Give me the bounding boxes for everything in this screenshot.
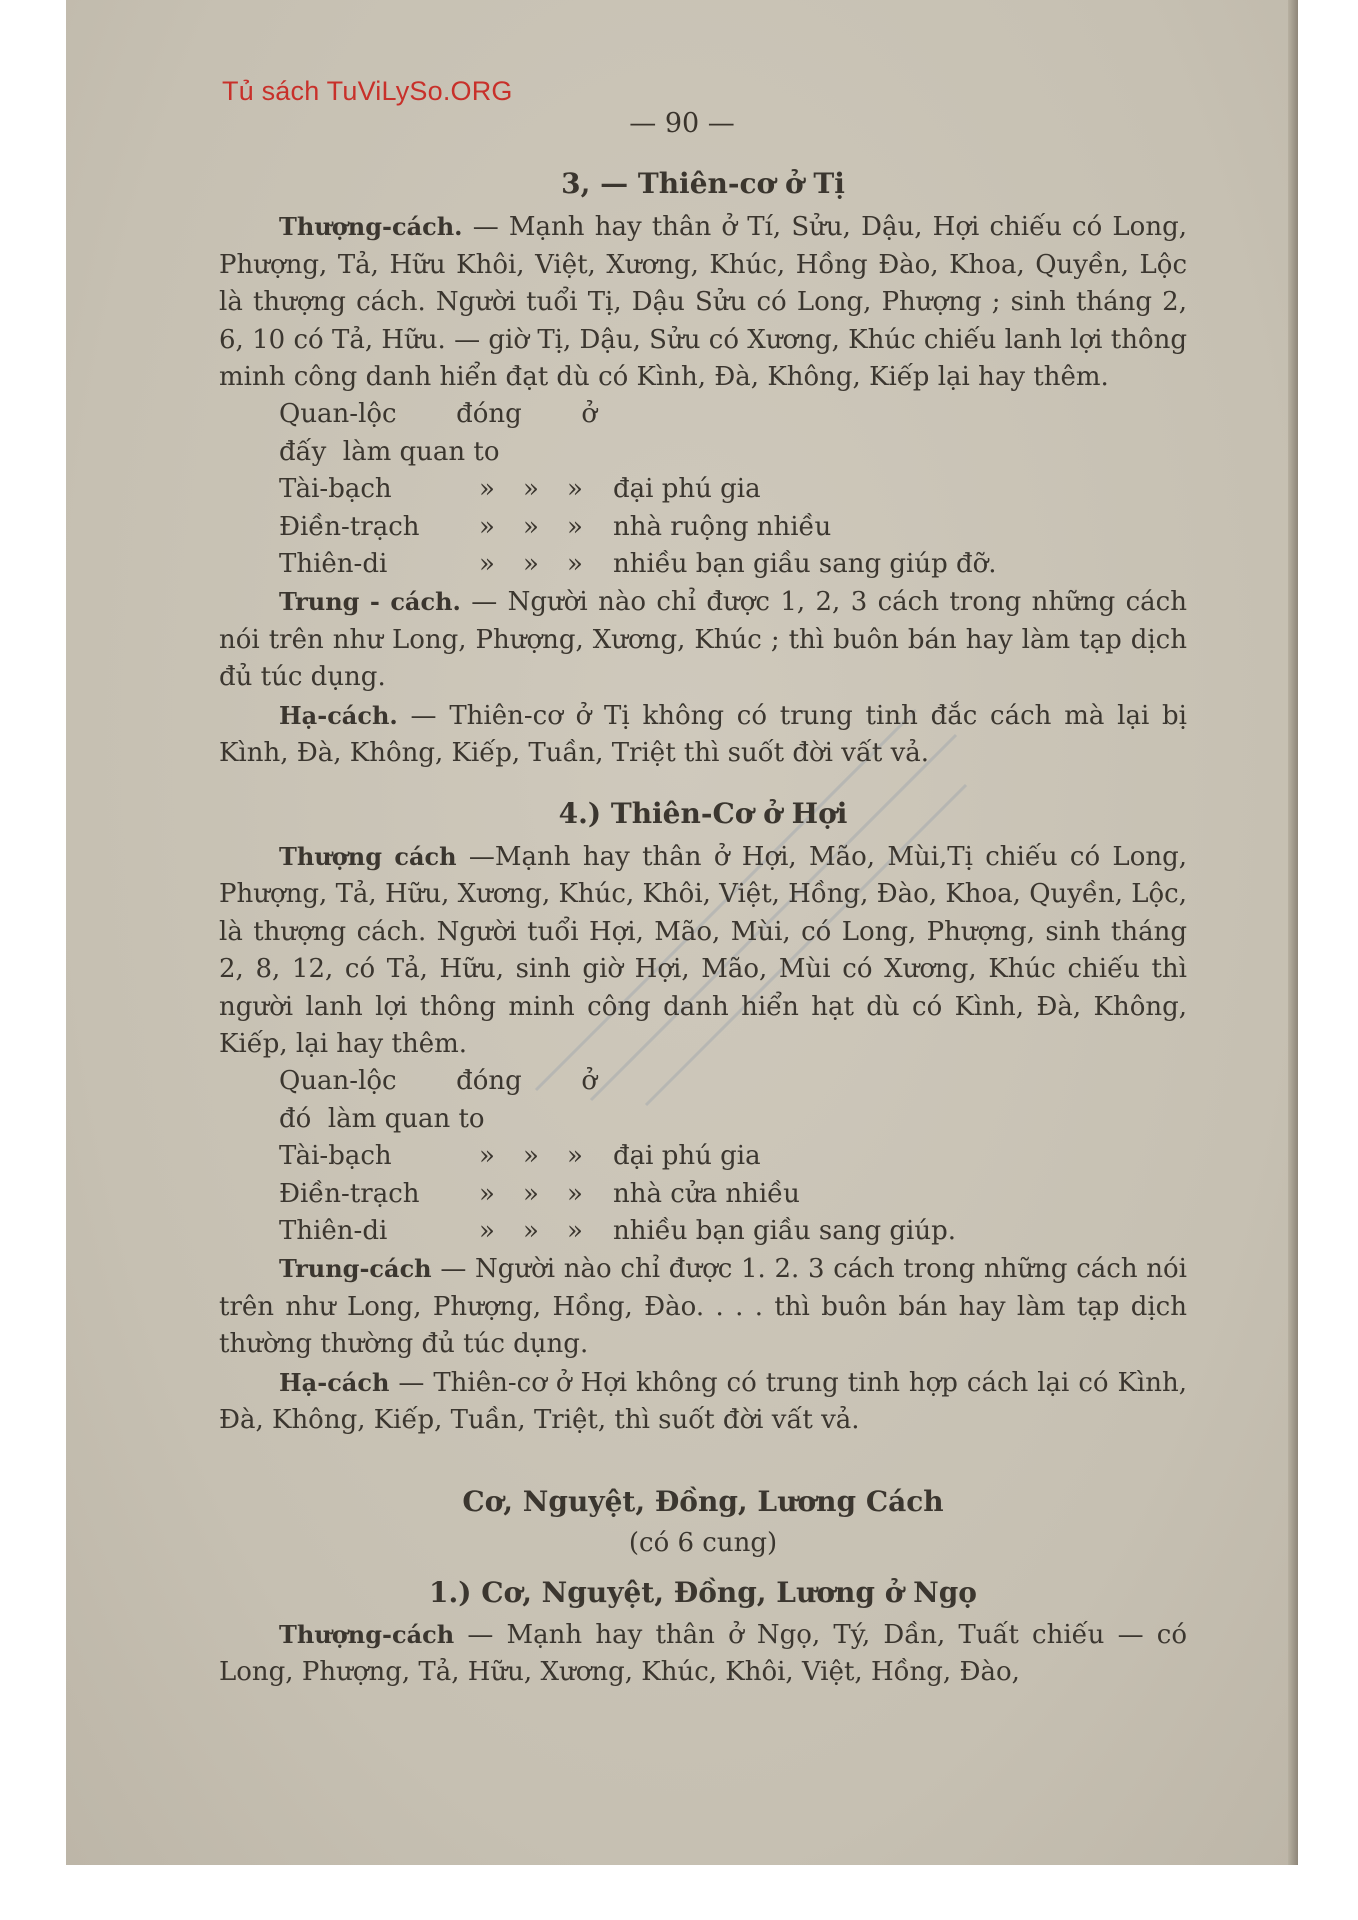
watermark-text: Tủ sách TuViLySo.ORG	[222, 76, 513, 106]
section-heading: 1.) Cơ, Nguyệt, Đồng, Lương ở Ngọ	[429, 1576, 977, 1610]
row-value: nhiều bạn giầu sang giúp.	[613, 1215, 956, 1246]
ditto-mark: »	[567, 511, 583, 542]
paragraph-text: — Mạnh hay thân ở Tí, Sửu, Dậu, Hợi chiếu có Long, Phượng, Tả, Hữu Khôi, Việt, Xương, Khúc, Hồng Đào, Khoa, Quyền, Lộc là thượng cách. Người tuổi Tị, Dậu Sửu có Long, Phượng ; sinh tháng 2, 6, 10 có Tả, Hữu. — giờ Tị, Dậu, Sửu có Xương, Khúc chiếu lanh lợi thông minh công danh hiển đạt dù có Kình, Đà, Không, Kiếp lại hay thêm.	[219, 212, 1187, 393]
row-value: đại phú gia	[613, 1141, 761, 1172]
paragraph-lead: Trung-cách	[279, 1254, 432, 1284]
ditto-mark: »	[567, 1215, 583, 1246]
paragraph-text: — Người nào chỉ được 1, 2, 3 cách trong những cách nói trên như Long, Phượng, Xương, Khúc ; thì buôn bán hay làm tạp dịch đủ túc dụng.	[219, 587, 1187, 693]
row-label: Điền-trạch	[279, 511, 420, 542]
ditto-mark: »	[523, 549, 539, 580]
paragraph-lead: Hạ-cách	[279, 1367, 390, 1397]
table-row	[279, 1138, 956, 1175]
ditto-mark: »	[567, 549, 583, 580]
section-heading: 4.) Thiên-Cơ ở Hợi	[558, 796, 848, 830]
table-row	[279, 396, 997, 471]
table-row	[279, 509, 997, 546]
paragraph-thuong-cach	[219, 838, 1187, 1063]
body-text	[219, 165, 1187, 1691]
paragraph-trung-cach	[219, 1250, 1187, 1363]
paragraph-text: — Thiên-cơ ở Hợi không có trung tinh hợp cách lại có Kình, Đà, Không, Kiếp, Tuần, Triệt, thì suốt đời vất vả.	[219, 1367, 1187, 1435]
ditto-mark: »	[479, 1215, 495, 1246]
ditto-mark: »	[479, 474, 495, 505]
ditto-mark: »	[523, 474, 539, 505]
ditto-mark: »	[523, 1141, 539, 1172]
paragraph-text: — Người nào chỉ được 1. 2. 3 cách trong những cách nói trên như Long, Phượng, Hồng, Đào. . . . thì buôn bán hay làm tạp dịch thường thường đủ túc dụng.	[219, 1254, 1187, 1360]
chapter-subheading: (có 6 cung)	[628, 1527, 778, 1558]
paragraph-text: — Thiên-cơ ở Tị không có trung tinh đắc cách mà lại bị Kình, Đà, Không, Kiếp, Tuần, Triệt thì suốt đời vất vả.	[219, 700, 1187, 769]
ditto-mark: »	[523, 511, 539, 542]
ditto-mark: »	[523, 1178, 539, 1209]
row-label: Thiên-di	[279, 1215, 388, 1246]
ditto-mark: »	[567, 474, 583, 505]
ditto-mark: »	[479, 511, 495, 542]
paragraph-thuong-cach	[219, 1616, 1187, 1692]
paragraph-trung-cach	[219, 583, 1187, 696]
paragraph-ha-cach	[219, 1364, 1187, 1440]
paragraph-lead: Thượng cách	[279, 841, 457, 871]
paragraph-text: — Mạnh hay thân ở Ngọ, Tý, Dần, Tuất chiếu — có Long, Phượng, Tả, Hữu, Xương, Khúc, Khôi, Việt, Hồng, Đào,	[219, 1619, 1187, 1688]
table-row	[279, 471, 997, 508]
row-label: Thiên-di	[279, 549, 388, 580]
row-label: Điền-trạch	[279, 1178, 420, 1209]
table-row	[279, 546, 997, 583]
row-value: nhà ruộng nhiều	[613, 511, 832, 542]
ditto-mark: »	[567, 1178, 583, 1209]
row-label: Tài-bạch	[279, 1141, 392, 1172]
ditto-mark: »	[479, 1178, 495, 1209]
paragraph-lead: Thượng-cách.	[279, 212, 463, 242]
palace-table	[279, 1063, 956, 1250]
page-number: — 90 —	[629, 108, 735, 139]
paragraph-lead: Hạ-cách.	[279, 700, 398, 730]
paragraph-thuong-cach	[219, 208, 1187, 396]
paragraph-lead: Thượng-cách	[279, 1619, 455, 1649]
row-value: nhiều bạn giầu sang giúp đỡ.	[613, 549, 997, 580]
scanned-page	[66, 0, 1298, 1865]
row-label: Quan-lộc đóng ở đấy làm quan to	[279, 399, 597, 467]
palace-table	[279, 396, 997, 583]
paragraph-text: —Mạnh hay thân ở Hợi, Mão, Mùi,Tị chiếu có Long, Phượng, Tả, Hữu, Xương, Khúc, Khôi, Việt, Hồng, Đào, Khoa, Quyền, Lộc, là thượng cách. Người tuổi Hợi, Mão, Mùi, có Long, Phượng, sinh tháng 2, 8, 12, có Tả, Hữu, sinh giờ Hợi, Mão, Mùi có Xương, Khúc chiếu thì người lanh lợi thông minh công danh hiển hạt dù có Kình, Đà, Không, Kiếp, lại hay thêm.	[219, 841, 1187, 1059]
ditto-mark: »	[523, 1215, 539, 1246]
row-value: nhà cửa nhiều	[613, 1178, 800, 1209]
page-edge-shadow	[1288, 0, 1298, 1865]
table-row	[279, 1213, 956, 1250]
ditto-mark: »	[479, 1141, 495, 1172]
ditto-mark: »	[567, 1141, 583, 1172]
paragraph-ha-cach	[219, 697, 1187, 773]
paragraph-lead: Trung - cách.	[279, 587, 461, 617]
row-label: Quan-lộc đóng ở đó làm quan to	[279, 1066, 597, 1134]
row-label: Tài-bạch	[279, 474, 392, 505]
table-row	[279, 1176, 956, 1213]
section-heading: 3, — Thiên-cơ ở Tị	[561, 167, 845, 200]
chapter-heading: Cơ, Nguyệt, Đồng, Lương Cách	[462, 1485, 944, 1519]
ditto-mark: »	[479, 549, 495, 580]
table-row	[279, 1063, 956, 1138]
row-value: đại phú gia	[613, 474, 761, 505]
